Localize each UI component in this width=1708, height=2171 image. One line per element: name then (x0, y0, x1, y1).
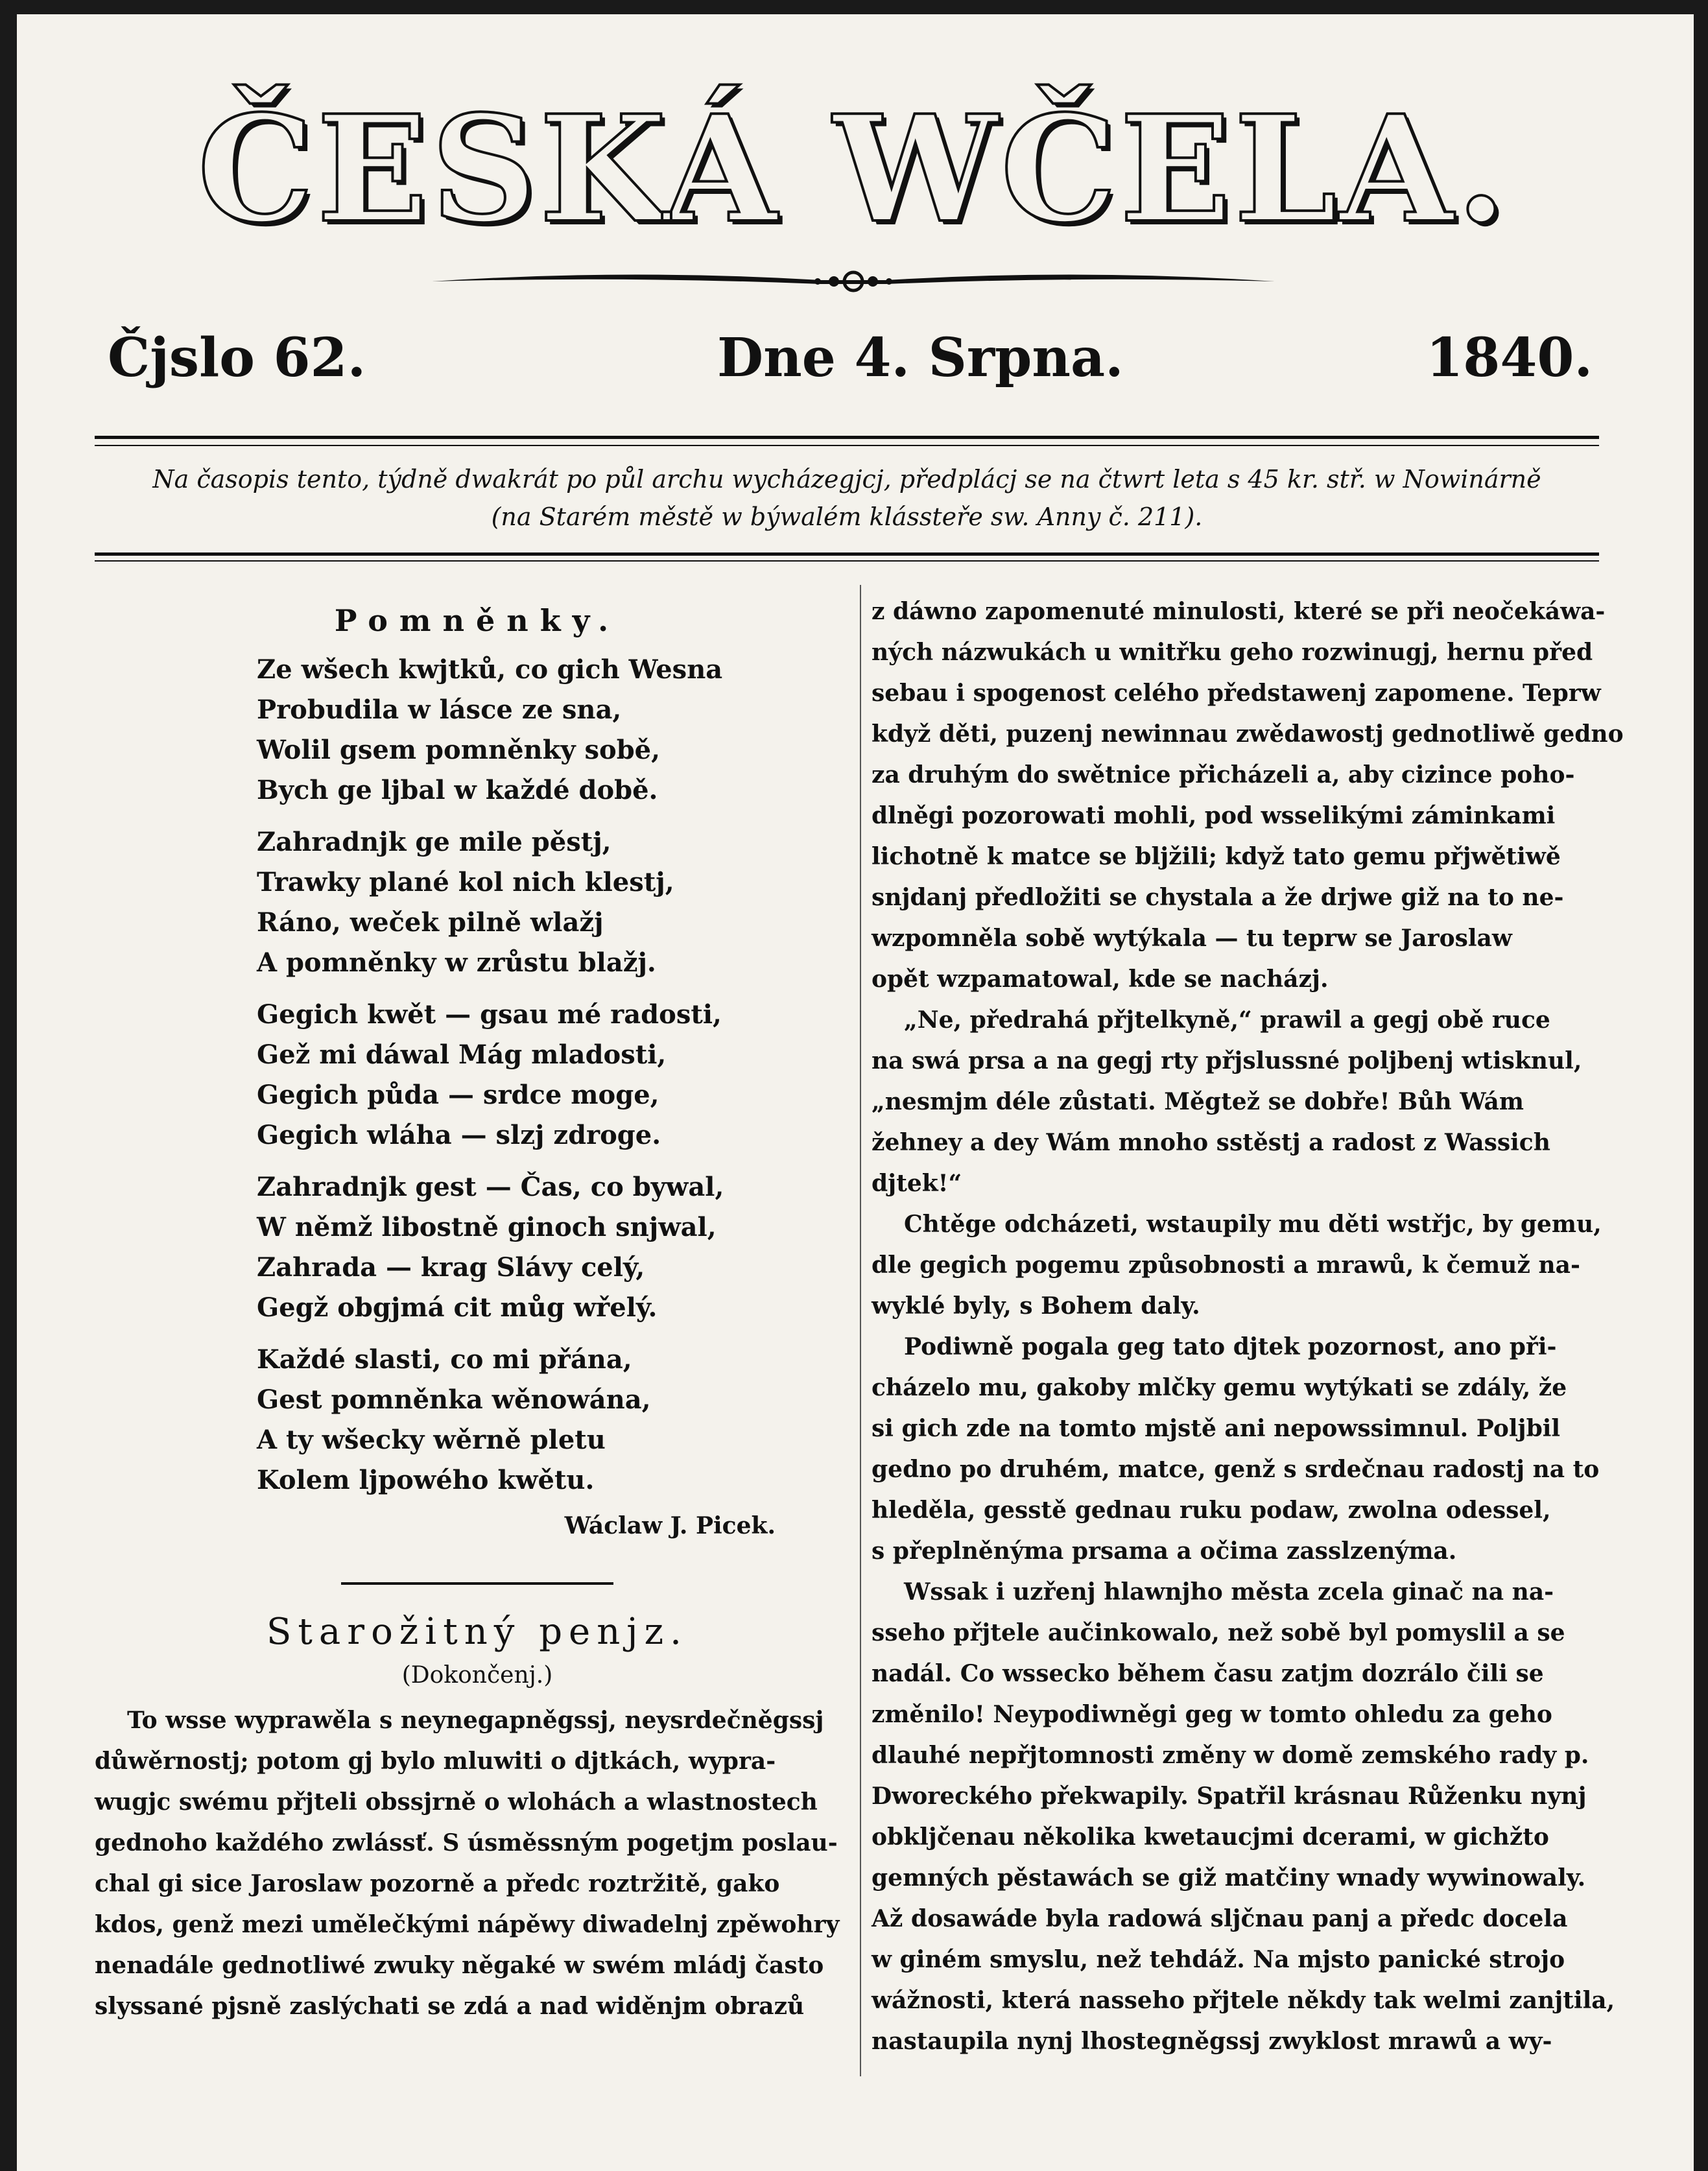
notice-line-2: (na Starém městě w býwalém klássteře sw. Anny č. 211). (491, 503, 1203, 531)
text-line: na swá prsa a na gegj rty přjslussné poljbenj wtisknul, (872, 1047, 1582, 1074)
poem-line: Bych ge ljbal w každé době. (257, 775, 658, 805)
left-column (95, 591, 860, 2027)
poem-author: Wáclaw J. Picek. (564, 1512, 776, 1539)
text-line: chal gi sice Jaroslaw pozorně a předc roztržitě, gako (95, 1870, 780, 1897)
top-rule-thin (95, 445, 1599, 446)
text-line: Podiwně pogala geg tato djtek pozornost, ano při- (904, 1333, 1557, 1360)
text-line: důwěrnostj; potom gj bylo mluwiti o djtkách, wypra- (95, 1748, 776, 1775)
text-line: žehney a dey Wám mnoho sstěstj a radost z Wassich (872, 1129, 1550, 1156)
text-line: za druhým do swětnice přicházeli a, aby cizince poho- (872, 761, 1575, 789)
text-line: dlněgi pozorowati mohli, pod wsselikými záminkami (872, 802, 1556, 829)
notice-line-1: Na časopis tento, týdně dwakrát po půl archu wycházegjcj, předplácj se na čtwrt leta s 45 kr. stř. w Nowinárně (152, 465, 1541, 493)
text-line: To wsse wyprawěla s neynegapněgssj, neysrdečněgssj (127, 1707, 824, 1734)
text-line: gemných pěstawách se giž matčiny wnady wywinowaly. (872, 1864, 1586, 1892)
subscription-notice (101, 460, 1593, 536)
poem-line: Ze wšech kwjtků, co gich Wesna (257, 654, 723, 685)
poem-line: Wolil gsem pomněnky sobě, (257, 735, 661, 765)
poem-stanza (257, 822, 860, 983)
article-paragraph (872, 1000, 1599, 1204)
text-line: dle gegich pogemu způsobnosti a mrawů, k čemuž na- (872, 1252, 1580, 1279)
article-paragraph (872, 1204, 1602, 1327)
text-line: Dworeckého překwapily. Spatřil krásnau Růženku nynj (872, 1783, 1587, 1810)
poem-stanza (257, 1167, 860, 1328)
text-line: hleděla, gesstě gednau ruku podaw, zwolna odessel, (872, 1497, 1551, 1524)
issue-date: Dne 4. Srpna. (717, 327, 1124, 389)
poem-line: Trawky plané kol nich klestj, (257, 867, 674, 897)
text-line: wyklé byly, s Bohem daly. (872, 1292, 1200, 1320)
text-line: Wssak i uzřenj hlawnjho města zcela ginač na na- (904, 1578, 1554, 1606)
text-line: nadál. Co wssecko během času zatjm dozrálo čili se (872, 1660, 1544, 1687)
article-paragraph (872, 591, 1624, 1000)
poem-line: Zahrada — krag Slávy celý, (257, 1252, 645, 1283)
text-line: Chtěge odcházeti, wstaupily mu děti wstřjc, by gemu, (904, 1211, 1602, 1238)
article-paragraph (872, 1327, 1599, 1572)
poem-line: Gegich kwět — gsau mé radosti, (257, 999, 722, 1030)
top-rule-thick (95, 436, 1599, 439)
article-left-text (95, 1700, 860, 2027)
poem-line: Gest pomněnka wěnowána, (257, 1384, 651, 1415)
poem-title: Pomněnky. (334, 603, 621, 638)
text-line: djtek!“ (872, 1170, 962, 1197)
article-right-text (872, 591, 1624, 2062)
poem-line: Gegich wláha — slzj zdroge. (257, 1120, 661, 1150)
text-line: „Ne, předrahá přjtelkyně,“ prawil a gegj obě ruce (904, 1006, 1550, 1034)
right-column (860, 591, 1624, 2062)
text-line: snjdanj předložiti se chystala a že drjwe giž na to ne- (872, 884, 1564, 911)
article-paragraph (872, 1572, 1615, 2062)
text-line: ných názwukách u wnitřku geho rozwinugj, hernu před (872, 639, 1593, 666)
poem-line: Gež mi dáwal Mág mladosti, (257, 1039, 667, 1070)
newspaper-page (17, 14, 1694, 2171)
text-line: sebau i spogenost celého předstawenj zapomene. Teprw (872, 680, 1601, 707)
ornamental-flourish (432, 262, 1275, 301)
text-line: sseho přjtele aučinkowalo, než sobě byl pomyslil a se (872, 1619, 1565, 1646)
poem-line: A ty wšecky wěrně pletu (257, 1425, 606, 1455)
text-line: opět wzpamatowal, kde se nacházj. (872, 966, 1329, 993)
text-line: „nesmjm déle zůstati. Měgtež se dobře! Bůh Wám (872, 1088, 1524, 1115)
text-line: změnilo! Neypodiwněgi geg w tomto ohledu za geho (872, 1701, 1552, 1728)
poem-stanza (257, 995, 860, 1156)
text-line: wugjc swému přjteli obssjrně o wlohách a wlastnostech (95, 1788, 818, 1816)
poem-line: Probudila w lásce ze sna, (257, 694, 622, 725)
issue-number: Čjslo 62. (108, 327, 366, 389)
text-line: když děti, puzenj newinnau zwědawostj gednotliwě gedno (872, 720, 1624, 748)
text-line: z dáwno zapomenuté minulosti, které se při neočekáwa- (872, 598, 1606, 625)
text-line: lichotně k matce se bljžili; když tato gemu přjwětiwě (872, 843, 1561, 870)
text-line: nenadále gednotliwé zwuky něgaké w swém mládj často (95, 1952, 824, 1979)
text-line: slyssané pjsně zaslýchati se zdá a nad widěnjm obrazů (95, 1993, 805, 2020)
poem-stanza (257, 1340, 860, 1501)
masthead-title: ČESKÁ WČELA. (197, 84, 1510, 255)
text-line: wzpomněla sobě wytýkala — tu teprw se Jaroslaw (872, 925, 1512, 952)
poem-line: Každé slasti, co mi přána, (257, 1344, 632, 1375)
text-line: kdos, genž mezi umělečkými nápěwy diwadelnj zpěwohry (95, 1911, 840, 1938)
text-line: Až dosawáde byla radowá sljčnau panj a předc docela (872, 1905, 1568, 1932)
poem-stanza (257, 650, 860, 811)
section-separator (341, 1582, 613, 1585)
article-subtitle: (Dokončenj.) (401, 1662, 553, 1689)
text-line: cházelo mu, gakoby mlčky gemu wytýkati se zdály, že (872, 1374, 1567, 1401)
text-line: gedno po druhém, matce, genž s srdečnau radostj na to (872, 1456, 1600, 1483)
text-line: si gich zde na tomto mjstě ani nepowssimnul. Poljbil (872, 1415, 1561, 1442)
text-line: dlauhé nepřjtomnosti změny w domě zemského rady p. (872, 1742, 1589, 1769)
text-line: w giném smyslu, než tehdáž. Na mjsto panické strojo (872, 1946, 1565, 1973)
poem-line: Gegich půda — srdce moge, (257, 1080, 659, 1110)
poem-line: Zahradnjk gest — Čas, co bywal, (257, 1172, 724, 1202)
text-line: wážnosti, která nasseho přjtele někdy tak welmi zanjtila, (872, 1987, 1615, 2014)
poem-body (257, 650, 860, 1501)
article-title: Starožitný penjz. (267, 1611, 688, 1653)
poem-line: Kolem ljpowého kwětu. (257, 1465, 595, 1495)
poem-line: Gegž obgjmá cit můg wřelý. (257, 1292, 658, 1323)
text-line: nastaupila nynj lhostegněgssj zwyklost mrawů a wy- (872, 2028, 1552, 2055)
poem-line: Ráno, weček pilně wlažj (257, 907, 604, 938)
notice-rule-thin (95, 560, 1599, 562)
text-line: obkljčenau několika kwetaucjmi dcerami, w gichžto (872, 1823, 1549, 1851)
issue-line (95, 319, 1599, 397)
poem-line: W němž libostně ginoch snjwal, (257, 1212, 717, 1242)
text-line: s přeplněnýma prsama a očima zasslzenýma. (872, 1537, 1457, 1565)
poem-line: A pomněnky w zrůstu blažj. (257, 947, 656, 978)
issue-year: 1840. (1426, 327, 1593, 389)
text-line: gednoho každého zwlássť. S úsměssným pogetjm poslau- (95, 1829, 838, 1857)
notice-rule-thick (95, 552, 1599, 556)
poem-line: Zahradnjk ge mile pěstj, (257, 827, 611, 857)
